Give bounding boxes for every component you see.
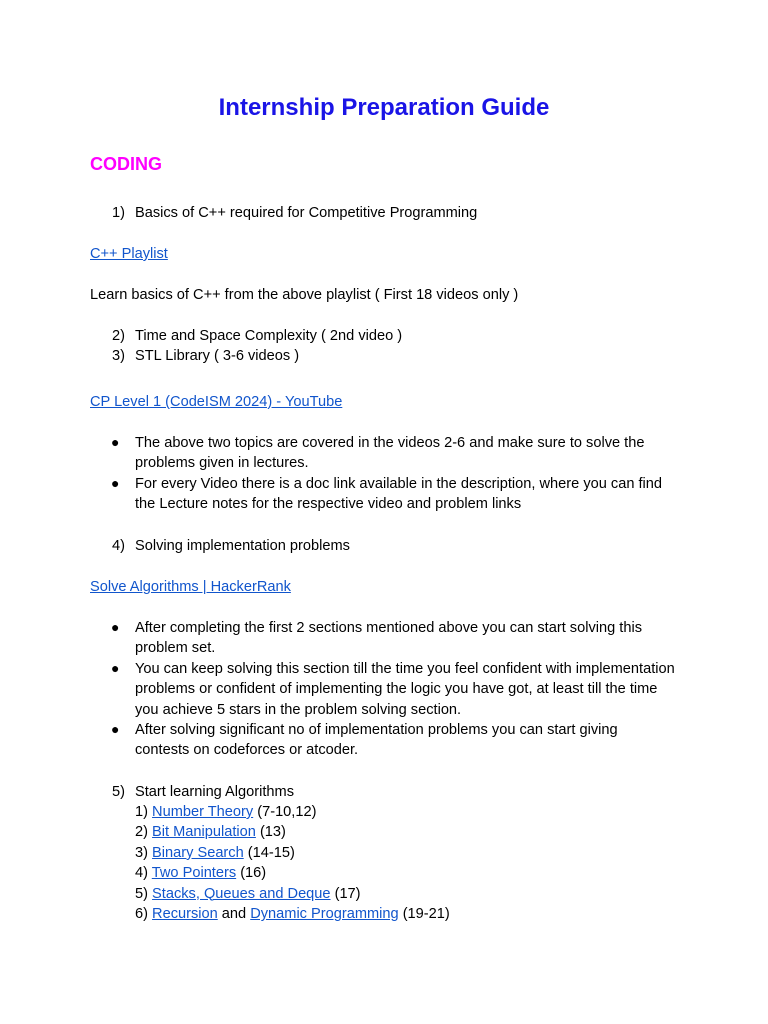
two-pointers-link[interactable]: Two Pointers xyxy=(151,865,237,882)
list-item xyxy=(135,822,450,842)
bullet-icon: ● xyxy=(111,660,120,676)
list-number: 3) xyxy=(112,348,125,364)
cpp-playlist-link[interactable]: C++ Playlist xyxy=(90,246,168,262)
number-theory-link[interactable]: Number Theory xyxy=(152,804,254,820)
list-item-text: Time and Space Complexity ( 2nd video ) xyxy=(135,328,403,344)
list-number: 2) xyxy=(112,328,125,344)
bullet-icon: ● xyxy=(111,619,120,635)
list-item xyxy=(135,802,450,822)
binary-search-link[interactable]: Binary Search xyxy=(152,844,244,861)
conjunction-text: and xyxy=(217,906,251,923)
list-item-text: STL Library ( 3-6 videos ) xyxy=(135,348,300,364)
bullet-icon: ● xyxy=(111,475,120,491)
video-range: (7-10,12) xyxy=(253,804,317,820)
bit-manipulation-link[interactable]: Bit Manipulation xyxy=(152,824,256,841)
stacks-queues-deque-link[interactable]: Stacks, Queues and Deque xyxy=(152,885,331,902)
algorithms-list xyxy=(135,802,450,924)
list-number: 4) xyxy=(135,865,148,882)
cp-level-youtube-link[interactable]: CP Level 1 (CodeISM 2024) - YouTube xyxy=(90,394,343,410)
list-number: 1) xyxy=(135,804,148,820)
bullet-text: The above two topics are covered in the videos 2-6 and make sure to solve the problems given in lectures. xyxy=(135,435,645,472)
list-item-text: Solving implementation problems xyxy=(135,538,350,554)
bullet-text: You can keep solving this section till the time you feel confident with implementation problems or confident of implementing the logic you have got, at least till the time you achieve 5 stars in the problem solving section. xyxy=(135,661,675,718)
video-range: (16) xyxy=(236,865,267,882)
list-number: 5) xyxy=(112,784,125,800)
list-number: 6) xyxy=(135,906,148,923)
hackerrank-link[interactable]: Solve Algorithms | HackerRank xyxy=(90,579,291,595)
learn-basics-text: Learn basics of C++ from the above playlist ( First 18 videos only ) xyxy=(90,287,519,303)
list-item xyxy=(135,863,450,883)
list-item xyxy=(135,904,450,924)
list-item xyxy=(135,843,450,863)
video-range: (17) xyxy=(330,885,361,902)
section-heading-coding: CODING xyxy=(90,154,162,174)
bullet-text: For every Video there is a doc link available in the description, where you can find the Lecture notes for the respective video and problem links xyxy=(135,476,663,513)
video-range: (19-21) xyxy=(398,906,450,923)
bullet-text: After solving significant no of implementation problems you can start giving contests on codeforces or atcoder. xyxy=(135,722,618,759)
list-number: 2) xyxy=(135,824,148,841)
recursion-link[interactable]: Recursion xyxy=(152,906,218,923)
bullet-icon: ● xyxy=(111,434,120,450)
page-title: Internship Preparation Guide xyxy=(218,94,550,121)
list-item-text: Basics of C++ required for Competitive Programming xyxy=(135,205,478,221)
list-number: 5) xyxy=(135,885,148,902)
list-item xyxy=(135,884,450,904)
bullet-icon: ● xyxy=(111,721,120,737)
bullet-text: After completing the first 2 sections mentioned above you can start solving this problem set. xyxy=(135,620,642,657)
list-number: 4) xyxy=(112,538,125,554)
list-number: 3) xyxy=(135,844,148,861)
list-number: 1) xyxy=(112,205,125,221)
list-item-text: Start learning Algorithms xyxy=(135,784,294,800)
video-range: (13) xyxy=(255,824,286,841)
video-range: (14-15) xyxy=(243,844,295,861)
dynamic-programming-link[interactable]: Dynamic Programming xyxy=(250,906,399,923)
